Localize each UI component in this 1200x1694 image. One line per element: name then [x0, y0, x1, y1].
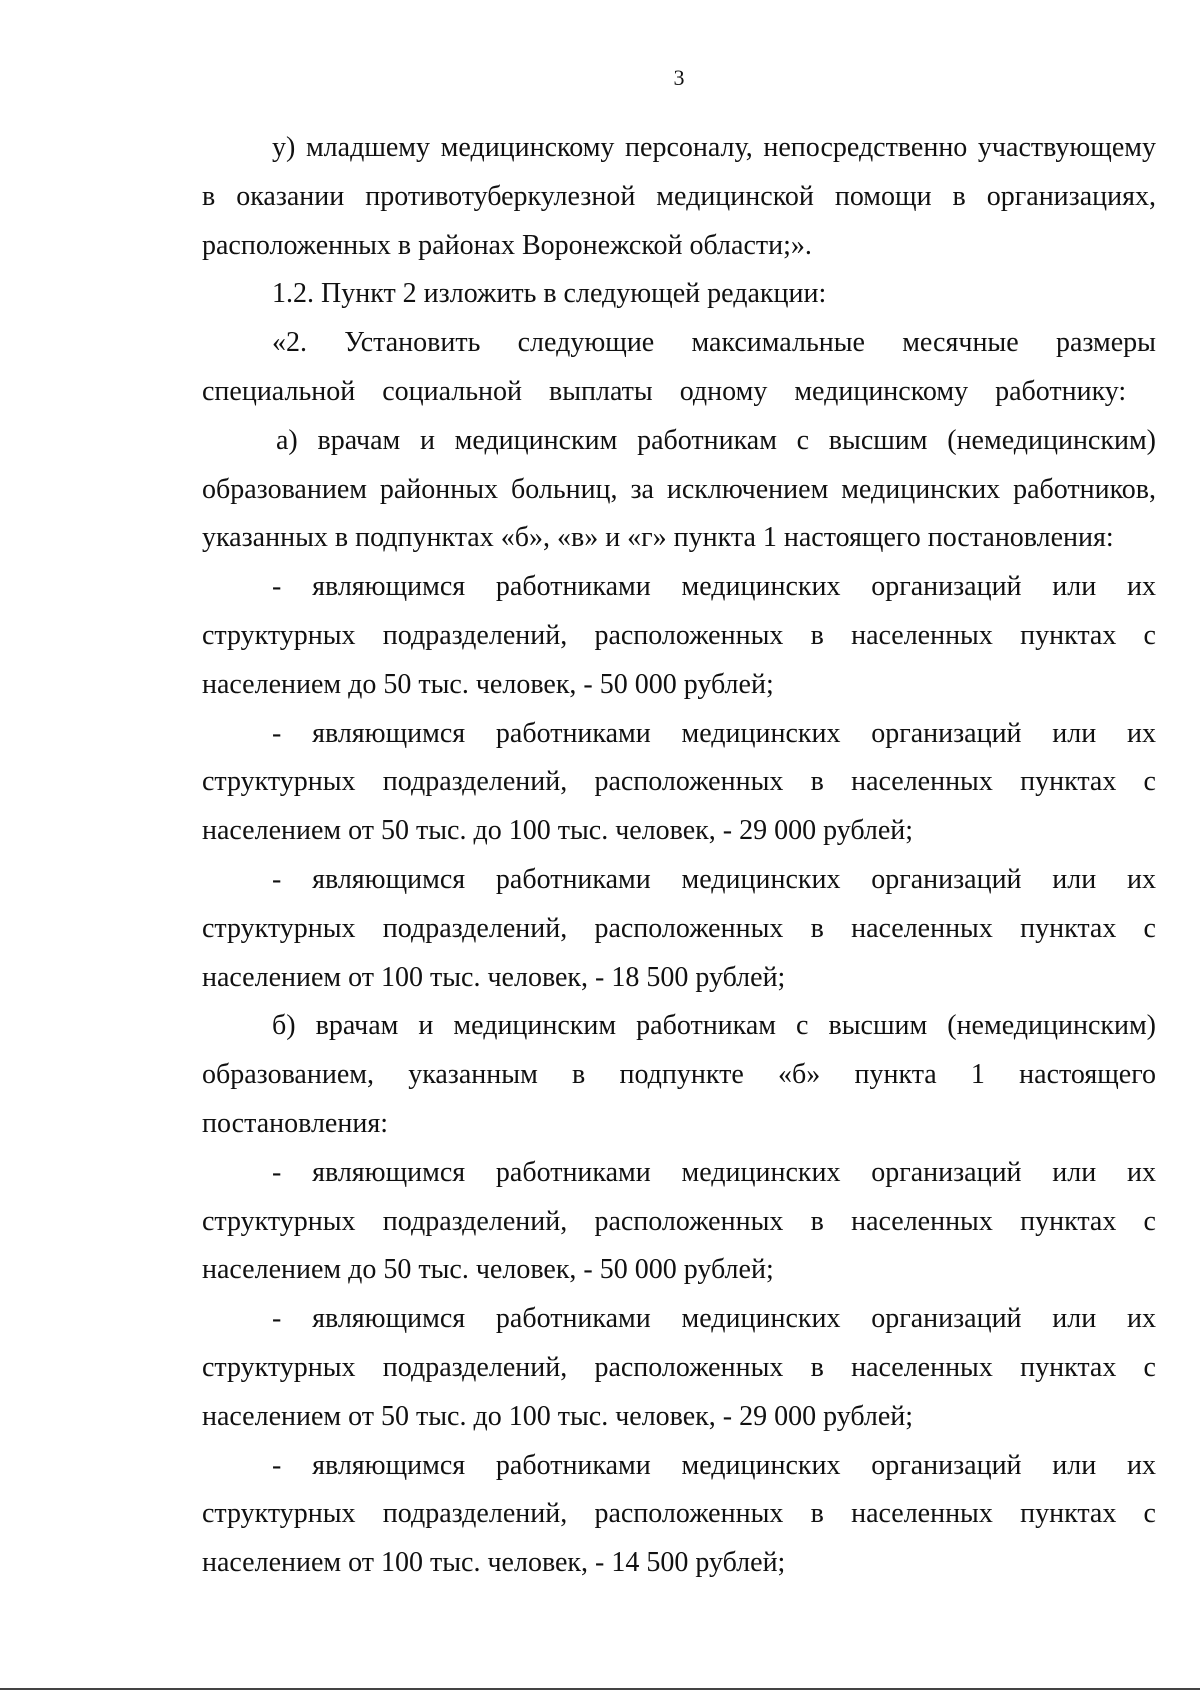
list-item-b-2: - являющимся работниками медицинских организаций или их структурных подразделений, расположенных в населенных пунктах с населением от 50 тыс. до 100 тыс. человек, - 29 000 рублей; — [202, 1303, 1156, 1432]
list-item-b-3: - являющимся работниками медицинских организаций или их структурных подразделений, расположенных в населенных пунктах с населением от 100 тыс. человек, - 14 500 рублей; — [202, 1449, 1156, 1579]
list-item-a-3: - являющимся работниками медицинских организаций или их структурных подразделений, расположенных в населенных пунктах с населением от 100 тыс. человек, - 18 500 рублей; — [202, 863, 1156, 993]
paragraph-2: «2. Установить следующие максимальные месячные размеры специальной социальной выплаты одному медицинскому работнику: — [202, 327, 1156, 407]
page-bottom-rule — [0, 1688, 1200, 1690]
list-item-b-1: - являющимся работниками медицинских организаций или их структурных подразделений, расположенных в населенных пунктах с населением до 50 тыс. человек, - 50 000 рублей; — [202, 1156, 1156, 1286]
paragraph-a: а) врачам и медицинским работникам с высшим (немедицинским) образованием районных больниц, за исключением медицинских работников, указанных в подпунктах «б», «в» и «г» пункта 1 настоящего постановления: — [202, 424, 1156, 554]
paragraph-u: у) младшему медицинскому персоналу, непосредственно участвующему в оказании противотуберкулезной медицинской помощи в организациях, расположенных в районах Воронежской области;». — [202, 132, 1156, 261]
page-number: 3 — [673, 65, 685, 90]
document-body — [202, 124, 1156, 1588]
list-item-a-1: - являющимся работниками медицинских организаций или их структурных подразделений, расположенных в населенных пунктах с населением до 50 тыс. человек, - 50 000 рублей; — [202, 571, 1156, 700]
list-item-a-2: - являющимся работниками медицинских организаций или их структурных подразделений, расположенных в населенных пунктах с населением от 50 тыс. до 100 тыс. человек, - 29 000 рублей; — [202, 717, 1156, 847]
paragraph-b: б) врачам и медицинским работникам с высшим (немедицинским) образованием, указанным в подпункте «б» пункта 1 настоящего постановления: — [202, 1010, 1156, 1139]
paragraph-1-2: 1.2. Пункт 2 изложить в следующей редакции: — [272, 278, 827, 310]
